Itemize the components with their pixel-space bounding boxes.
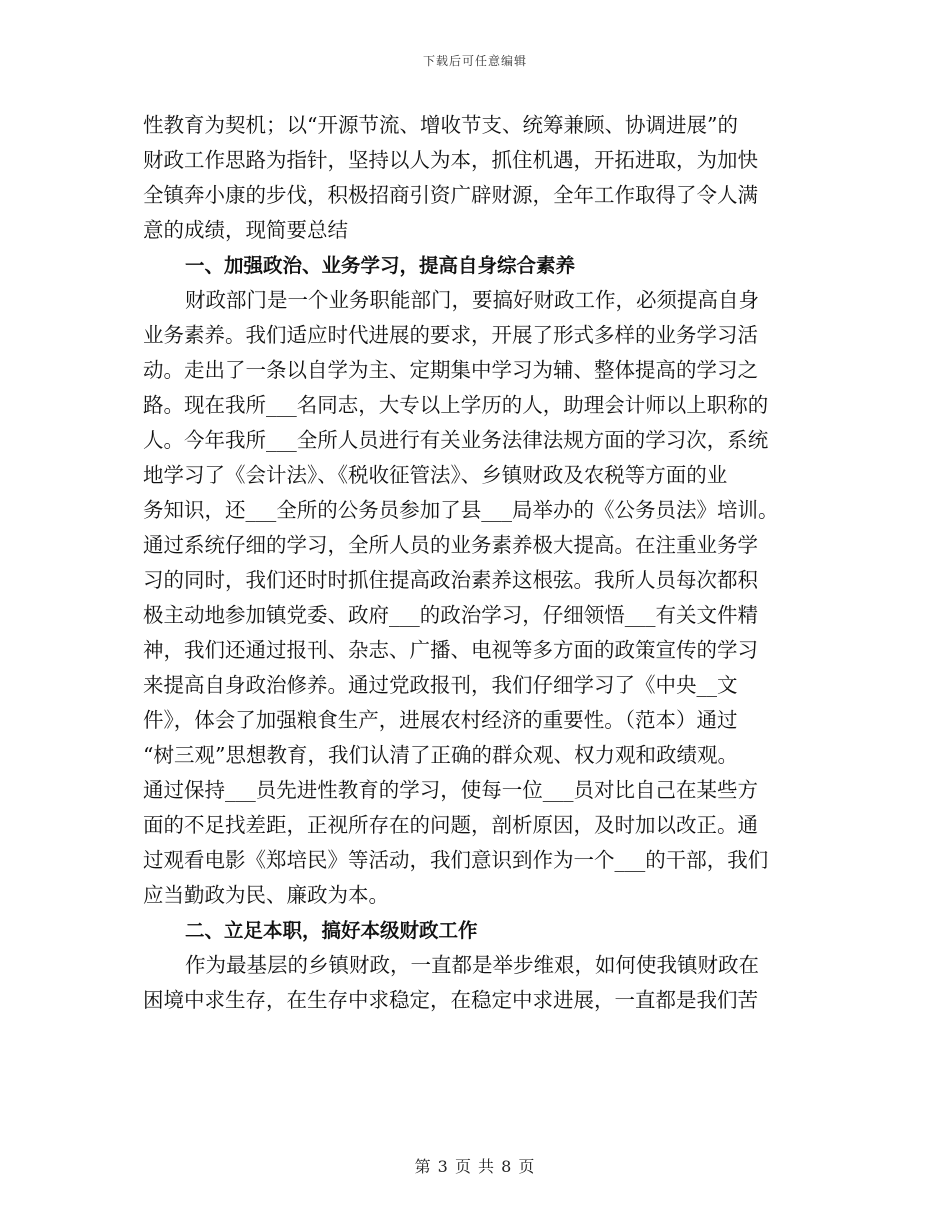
body-line: 路。现在我所___名同志，大专以上学历的人，助理会计师以上职称的 <box>143 393 769 417</box>
body-line: 习的同时，我们还时时抓住提高政治素养这根弦。我所人员每次都积 <box>143 568 758 592</box>
body-line: 通过系统仔细的学习，全所人员的业务素养极大提高。在注重业务学 <box>143 533 758 557</box>
body-line: 人。今年我所___全所人员进行有关业务法律法规方面的学习次，系统 <box>143 428 769 452</box>
page-header-note: 下载后可任意编辑 <box>422 54 527 68</box>
paragraph-first-line: 财政部门是一个业务职能部门，要搞好财政工作，必须提高自身 <box>185 288 759 312</box>
body-line: 通过保持___员先进性教育的学习，使每一位___员对比自己在某些方 <box>143 778 758 802</box>
body-line: 神，我们还通过报刊、杂志、广播、电视等多方面的政策宣传的学习 <box>143 638 758 662</box>
section-heading-1: 一、加强政治、业务学习，提高自身综合素养 <box>185 254 576 277</box>
body-line: 务知识，还___全所的公务员参加了县___局举办的《公务员法》培训。 <box>143 498 779 522</box>
body-line: 性教育为契机；以“开源节流、增收节支、统筹兼顾、协调进展”的 <box>143 113 738 137</box>
page-number: 第 3 页 共 8 页 <box>414 1157 536 1176</box>
paragraph-first-line: 作为最基层的乡镇财政，一直都是举步维艰，如何使我镇财政在 <box>185 953 759 977</box>
body-line: 动。走出了一条以自学为主、定期集中学习为辅、整体提高的学习之 <box>143 358 758 382</box>
body-line: 过观看电影《郑培民》等活动，我们意识到作为一个___的干部，我们 <box>143 848 769 872</box>
body-line: 意的成绩，现简要总结 <box>143 218 348 242</box>
document-body <box>143 108 807 1018</box>
body-line: 来提高自身政治修养。通过党政报刊，我们仔细学习了《中央__文 <box>143 673 738 697</box>
body-line: 财政工作思路为指针，坚持以人为本，抓住机遇，开拓进取，为加快 <box>143 148 758 172</box>
body-line: 面的不足找差距，正视所存在的问题，剖析原因，及时加以改正。通 <box>143 813 758 837</box>
body-line: “树三观”思想教育，我们认清了正确的群众观、权力观和政绩观。 <box>143 743 738 767</box>
body-line: 困境中求生存，在生存中求稳定，在稳定中求进展，一直都是我们苦 <box>143 988 758 1012</box>
body-line: 件》，体会了加强粮食生产，进展农村经济的重要性。（范本）通过 <box>143 708 738 732</box>
body-line: 地学习了《会计法》、《税收征管法》、乡镇财政及农税等方面的业 <box>143 463 728 487</box>
body-line: 应当勤政为民、廉政为本。 <box>143 883 389 907</box>
body-line: 全镇奔小康的步伐，积极招商引资广辟财源，全年工作取得了令人满 <box>143 183 758 207</box>
section-heading-2: 二、立足本职，搞好本级财政工作 <box>185 919 478 942</box>
body-line: 业务素养。我们适应时代进展的要求，开展了形式多样的业务学习活 <box>143 323 758 347</box>
body-line: 极主动地参加镇党委、政府___的政治学习，仔细领悟___有关文件精 <box>143 603 758 627</box>
